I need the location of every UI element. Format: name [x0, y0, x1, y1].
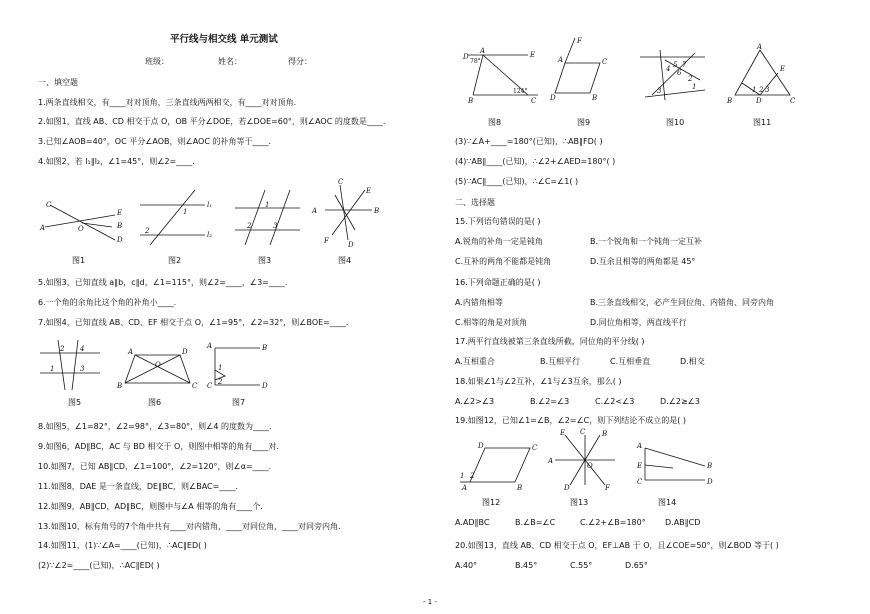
question-19: 19.如图12，已知∠1=∠B，∠2=∠C，则下列结论不成立的是( )	[455, 416, 687, 425]
figure-7	[205, 340, 270, 390]
q19-option-c: C.∠2+∠B=180°	[580, 518, 646, 527]
svg-text:C: C	[338, 178, 344, 186]
svg-text:E: E	[780, 65, 786, 73]
svg-text:1: 1	[218, 364, 223, 372]
svg-text:B: B	[117, 222, 123, 230]
figure-9-label: 图9	[577, 118, 591, 127]
svg-text:E: E	[637, 462, 643, 470]
svg-text:7: 7	[682, 61, 687, 69]
q17-option-a: A.互相重合	[455, 357, 495, 366]
q15-option-d: D.互余且相等的两角都是 45°	[590, 257, 696, 266]
q20-option-c: C.55°	[570, 561, 593, 570]
svg-text:3: 3	[765, 86, 770, 94]
svg-text:B: B	[517, 484, 523, 492]
question-12: 12.如图9，AB∥CD，AD∥BC，则图中与∠A 相等的角有____个.	[38, 502, 263, 511]
svg-text:3: 3	[657, 87, 662, 95]
figure-11-label: 图11	[753, 118, 772, 127]
svg-text:A: A	[548, 457, 554, 465]
figure-12-label: 图12	[482, 498, 501, 507]
svg-text:2: 2	[759, 86, 764, 94]
svg-text:C: C	[192, 382, 198, 390]
svg-text:B: B	[468, 97, 474, 105]
class-field: 班级：	[145, 57, 169, 66]
question-7: 7.如图4，已知直线 AB、CD、EF 相交于点 O，∠1=95°，∠2=32°，则∠BOE=____.	[38, 318, 349, 327]
svg-text:F: F	[324, 237, 329, 245]
svg-text:2: 2	[247, 222, 252, 230]
section-fill-blank: 一、填空题	[38, 78, 78, 87]
figure-6	[117, 348, 198, 390]
figure-3-label: 图3	[258, 256, 272, 265]
svg-text:C: C	[580, 428, 586, 436]
svg-text:O: O	[78, 225, 84, 233]
question-10: 10.如图7，已知 AB∥CD，∠1=100°，∠2=120°，则∠α=____.	[38, 462, 272, 471]
svg-text:B: B	[592, 94, 598, 102]
svg-text:B: B	[602, 430, 608, 438]
svg-text:F: F	[605, 484, 610, 492]
figure-13	[550, 430, 620, 490]
figure-14	[635, 440, 715, 490]
svg-text:2: 2	[470, 472, 475, 480]
svg-text:C: C	[531, 97, 537, 105]
svg-text:D: D	[564, 484, 570, 492]
svg-text:C: C	[637, 478, 643, 486]
question-18: 18.如果∠1与∠2互补，∠1与∠3互余，那么( )	[455, 377, 622, 386]
q17-option-b: B.互相平行	[540, 357, 581, 366]
score-field: 得分：	[288, 57, 312, 66]
svg-text:D: D	[262, 382, 268, 390]
figure-12	[460, 440, 540, 490]
q16-option-d: D.同位角相等，两直线平行	[590, 318, 687, 327]
figure-10	[640, 45, 710, 105]
q16-option-a: A.内错角相等	[455, 298, 503, 307]
q18-option-c: C.∠2<∠3	[595, 397, 635, 406]
svg-text:2: 2	[60, 345, 65, 353]
svg-text:1: 1	[460, 472, 465, 480]
question-14-5: (5)∵AC∥____(已知)，∴∠C=∠1( )	[455, 177, 579, 186]
svg-text:3: 3	[273, 222, 278, 230]
figure-2-label: 图2	[168, 256, 182, 265]
svg-text:124°: 124°	[513, 88, 528, 95]
page-title: 平行线与相交线 单元测试	[170, 34, 278, 45]
svg-text:A: A	[637, 442, 643, 450]
figure-14-label: 图14	[658, 498, 677, 507]
svg-text:A: A	[480, 47, 486, 55]
svg-text:B: B	[374, 207, 380, 215]
figure-1	[40, 195, 125, 245]
question-1: 1.两条直线相交，有____对对顶角，三条直线两两相交，有____对对顶角.	[38, 98, 297, 107]
svg-text:2: 2	[688, 75, 693, 83]
q16-option-b: B.三条直线相交，必产生同位角、内错角、同旁内角	[590, 298, 775, 307]
svg-text:A: A	[462, 484, 468, 492]
svg-text:D: D	[707, 478, 713, 486]
svg-text:D: D	[348, 241, 354, 249]
q20-option-a: A.40°	[455, 561, 478, 570]
question-11: 11.如图8，DAE 是一条直线，DE∥BC，则∠BAC=____.	[38, 482, 238, 491]
figure-7-label: 图7	[232, 398, 246, 407]
page-number: - 1 -	[423, 598, 437, 606]
svg-text:1: 1	[50, 365, 55, 373]
question-15: 15.下列语句错误的是( )	[455, 217, 541, 226]
svg-text:D: D	[756, 97, 762, 105]
q19-option-d: D.AB∥CD	[665, 518, 701, 527]
svg-text:C: C	[790, 97, 796, 105]
svg-text:D: D	[478, 442, 484, 450]
svg-text:B: B	[707, 462, 713, 470]
question-4: 4.如图2，若 l₁∥l₂，∠1=45°，则∠2=____.	[38, 157, 195, 166]
svg-text:l₂: l₂	[207, 231, 213, 239]
figure-8	[463, 45, 543, 105]
svg-text:C: C	[46, 201, 52, 209]
svg-text:1: 1	[183, 208, 188, 216]
q19-option-a: A.AD∥BC	[455, 518, 490, 527]
question-16: 16.下列命题正确的是( )	[455, 278, 541, 287]
svg-text:4: 4	[666, 65, 671, 73]
svg-text:2: 2	[145, 227, 150, 235]
svg-text:3: 3	[80, 365, 85, 373]
svg-text:A: A	[40, 224, 46, 232]
q17-option-c: C.互相垂直	[610, 357, 651, 366]
svg-text:B: B	[727, 97, 733, 105]
figure-2	[140, 190, 220, 250]
svg-text:A: A	[757, 43, 763, 51]
figure-6-label: 图6	[148, 398, 162, 407]
svg-text:D: D	[463, 53, 469, 61]
figure-8-label: 图8	[488, 118, 502, 127]
q16-option-c: C.相等的角是对顶角	[455, 318, 528, 327]
q18-option-b: B.∠2=∠3	[530, 397, 570, 406]
q18-option-d: D.∠2≥∠3	[660, 397, 700, 406]
question-17: 17.两平行直线被第三条直线所截，同位角的平分线( )	[455, 337, 645, 346]
q15-option-a: A.锐角的补角一定是钝角	[455, 237, 543, 246]
svg-text:D: D	[550, 94, 556, 102]
question-14-1: 14.如图11，(1)∵∠A=____(已知)，∴AC∥ED( )	[38, 541, 207, 550]
svg-text:E: E	[117, 209, 123, 217]
question-14-2: (2)∵∠2=____(已知)，∴AC∥ED( )	[38, 561, 160, 570]
svg-text:B: B	[262, 344, 268, 352]
svg-text:1: 1	[265, 201, 270, 209]
q15-option-c: C.互补的两角不能都是钝角	[455, 257, 552, 266]
q20-option-b: B.45°	[515, 561, 538, 570]
figure-4	[310, 178, 380, 250]
question-20: 20.如图13，直线 AB、CD 相交于点 O，EF⊥AB 于 O，且∠COE=50°，则∠BOD 等于( )	[455, 541, 779, 550]
svg-text:6: 6	[677, 69, 682, 77]
svg-text:E: E	[530, 51, 536, 59]
question-14-3: (3)∵∠A+____=180°(已知)，∴AB∥FD( )	[455, 137, 603, 146]
q19-option-b: B.∠B=∠C	[515, 518, 556, 527]
question-5: 5.如图3，已知直线 a∥b，c∥d，∠1=115°，则∠2=____，∠3=____.	[38, 278, 288, 287]
section-choice: 二、选择题	[455, 198, 495, 207]
question-9: 9.如图6，AD∥BC，AC 与 BD 相交于 O，则图中相等的角有____对.	[38, 442, 279, 451]
name-field: 姓名：	[218, 57, 242, 66]
svg-text:O: O	[155, 361, 161, 369]
svg-text:E: E	[366, 187, 372, 195]
q18-option-a: A.∠2>∠3	[455, 397, 495, 406]
q15-option-b: B.一个锐角和一个钝角一定互补	[590, 237, 703, 246]
svg-text:A: A	[312, 207, 318, 215]
svg-text:4: 4	[80, 345, 85, 353]
question-14-4: (4)∵AB∥____(已知)，∴∠2+∠AED=180°( )	[455, 157, 616, 166]
question-8: 8.如图5，∠1=82°，∠2=98°，∠3=80°，则∠4 的度数为____.	[38, 422, 272, 431]
question-13: 13.如图10，标有角号的7个角中共有____对内错角，____对同位角，____对同旁内角.	[38, 522, 341, 531]
figure-3	[235, 190, 305, 250]
svg-text:F: F	[577, 37, 582, 45]
svg-text:E: E	[560, 429, 566, 437]
svg-text:D: D	[117, 236, 123, 244]
q20-option-d: D.65°	[625, 561, 648, 570]
figure-5-label: 图5	[68, 398, 82, 407]
svg-text:B: B	[117, 382, 123, 390]
q17-option-d: D.相交	[680, 357, 705, 366]
svg-text:78°: 78°	[470, 58, 481, 65]
svg-text:C: C	[532, 444, 538, 452]
figure-13-label: 图13	[570, 498, 589, 507]
figure-1-label: 图1	[72, 256, 86, 265]
svg-text:2: 2	[218, 378, 223, 386]
question-3: 3.已知∠AOB=40°，OC 平分∠AOB，则∠AOC 的补角等于____.	[38, 137, 271, 146]
svg-text:A: A	[558, 56, 564, 64]
figure-10-label: 图10	[666, 118, 685, 127]
svg-text:l₁: l₁	[207, 201, 213, 209]
svg-text:C: C	[602, 58, 608, 66]
svg-text:C: C	[207, 382, 213, 390]
svg-text:5: 5	[673, 61, 678, 69]
figure-4-label: 图4	[338, 256, 352, 265]
figure-5	[40, 335, 105, 390]
svg-text:A: A	[128, 348, 134, 356]
svg-text:1: 1	[752, 86, 757, 94]
svg-text:1: 1	[692, 83, 697, 91]
figure-11	[727, 43, 800, 105]
question-6: 6.一个角的余角比这个角的补角小____.	[38, 298, 177, 307]
figure-9	[550, 38, 615, 103]
svg-text:A: A	[207, 342, 213, 350]
svg-text:O: O	[587, 462, 593, 470]
svg-text:D: D	[182, 348, 188, 356]
question-2: 2.如图1，直线 AB、CD 相交于点 O，OB 平分∠DOE，若∠DOE=60°，则∠AOC 的度数是____.	[38, 117, 386, 126]
